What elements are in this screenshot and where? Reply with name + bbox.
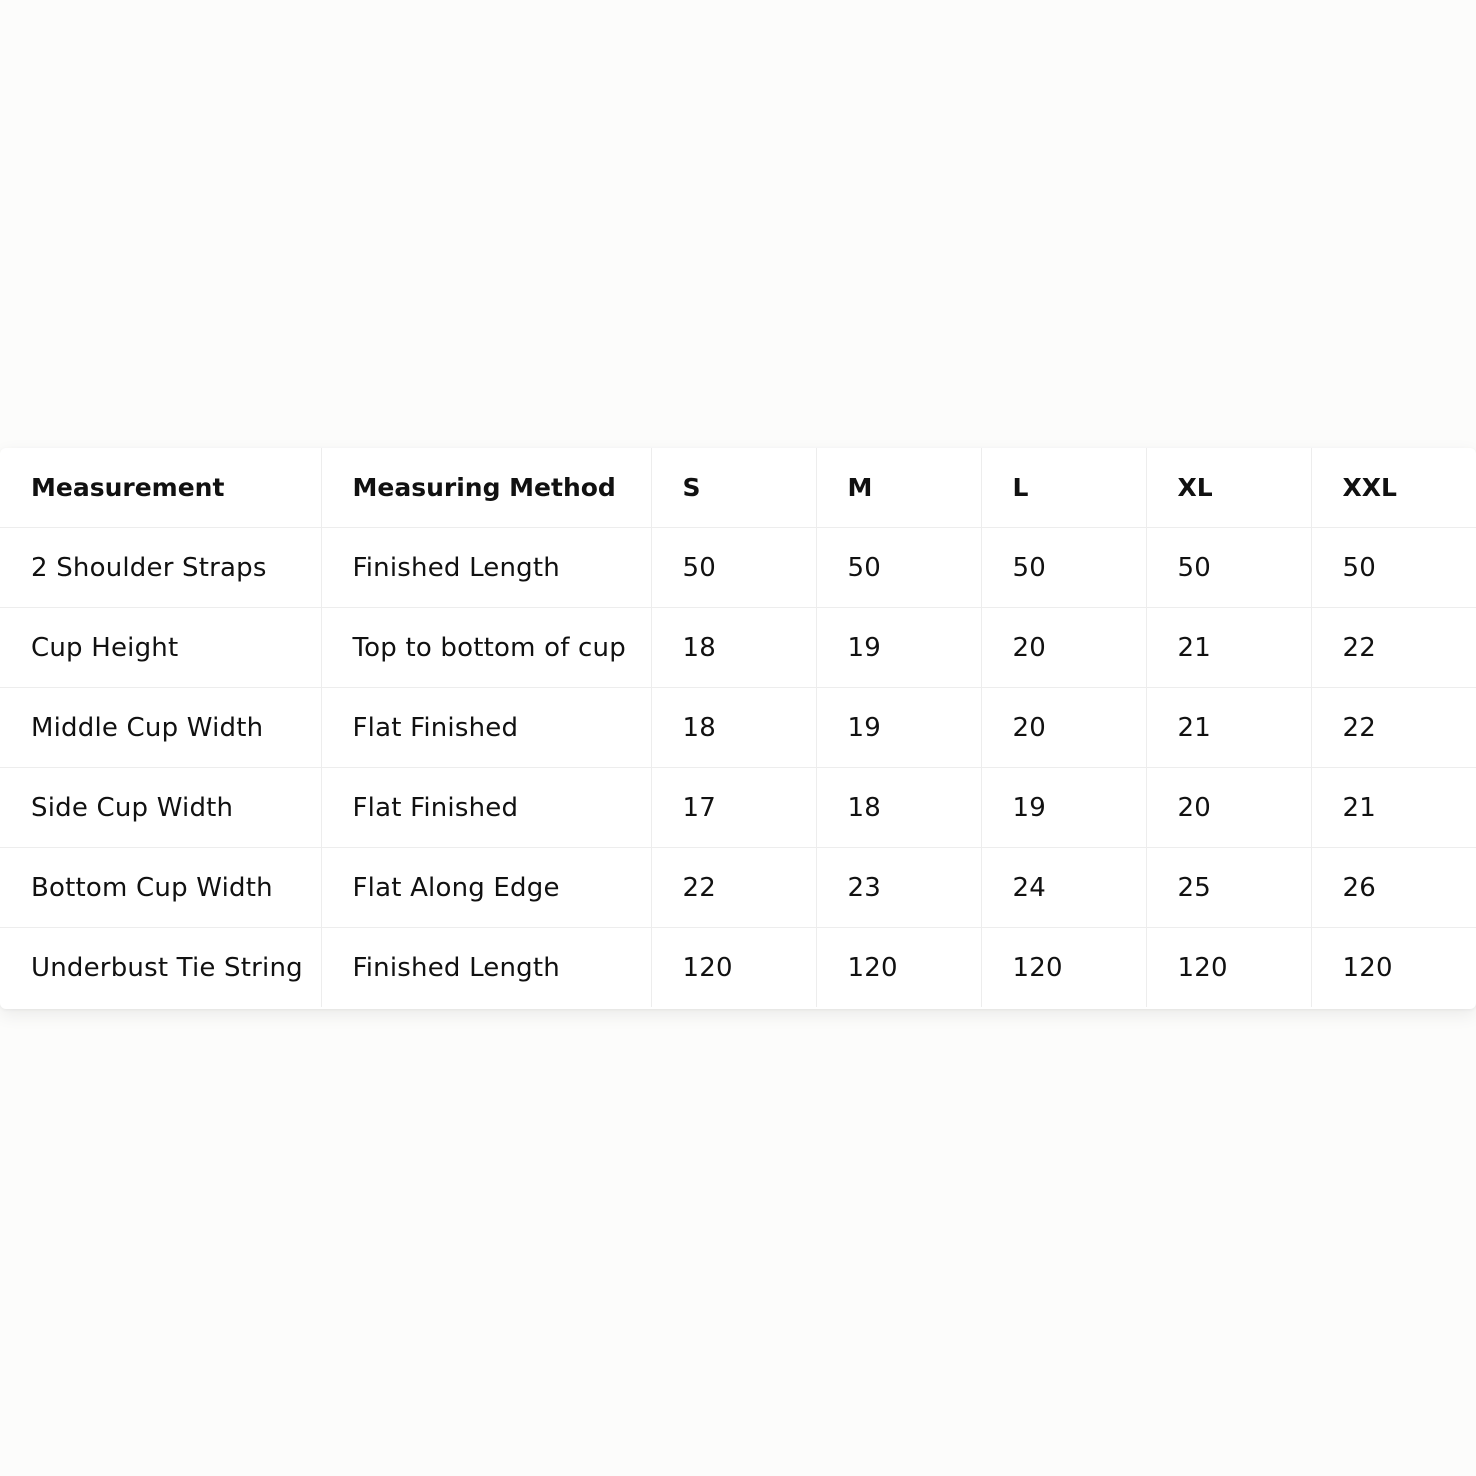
column-header-size-s: S <box>651 448 816 528</box>
method-cell: Flat Finished <box>321 688 651 768</box>
measurement-cell: Middle Cup Width <box>0 688 321 768</box>
size-m-cell: 19 <box>816 688 981 768</box>
size-xxl-cell: 22 <box>1311 688 1476 768</box>
method-cell: Flat Along Edge <box>321 848 651 928</box>
size-xxl-cell: 21 <box>1311 768 1476 848</box>
size-s-cell: 18 <box>651 688 816 768</box>
size-s-cell: 17 <box>651 768 816 848</box>
size-m-cell: 120 <box>816 928 981 1008</box>
measurement-cell: Underbust Tie String <box>0 928 321 1008</box>
measurement-cell: 2 Shoulder Straps <box>0 528 321 608</box>
table-row <box>0 848 1476 928</box>
size-xxl-cell: 120 <box>1342 952 1393 983</box>
size-s-cell: 50 <box>651 528 816 608</box>
size-m-cell: 23 <box>816 848 981 928</box>
table-row <box>0 608 1476 688</box>
method-cell: Finished Length <box>321 528 651 608</box>
size-l-cell: 20 <box>981 608 1146 688</box>
measurement-cell: Bottom Cup Width <box>0 848 321 928</box>
method-cell: Finished Length <box>321 928 651 1008</box>
size-l-cell: 120 <box>981 928 1146 1008</box>
method-cell: Flat Finished <box>321 768 651 848</box>
size-xl-cell: 21 <box>1146 688 1311 768</box>
size-l-cell: 19 <box>981 768 1146 848</box>
size-s-cell: 120 <box>651 928 816 1008</box>
size-s-cell: 18 <box>651 608 816 688</box>
table-row <box>0 688 1476 768</box>
size-xxl-cell: 50 <box>1311 528 1476 608</box>
column-header-size-m: M <box>816 448 981 528</box>
size-s-cell: 22 <box>651 848 816 928</box>
table-row <box>0 928 1476 1008</box>
size-xl-cell: 25 <box>1146 848 1311 928</box>
column-header-size-xxl: XXL <box>1311 448 1476 528</box>
column-header-measurement: Measurement <box>0 448 321 528</box>
column-header-method: Measuring Method <box>321 448 651 528</box>
column-header-size-xl: XL <box>1146 448 1311 528</box>
size-m-cell: 19 <box>816 608 981 688</box>
size-xl-cell: 120 <box>1146 928 1311 1008</box>
column-header-size-l: L <box>981 448 1146 528</box>
method-cell: Top to bottom of cup <box>321 608 651 688</box>
measurement-cell: Cup Height <box>0 608 321 688</box>
measurement-cell: Side Cup Width <box>0 768 321 848</box>
size-xl-cell: 21 <box>1146 608 1311 688</box>
table-row <box>0 768 1476 848</box>
table-row <box>0 528 1476 608</box>
size-chart-card <box>0 448 1476 1009</box>
size-l-cell: 24 <box>981 848 1146 928</box>
size-chart-table <box>0 448 1476 1007</box>
size-xl-cell: 50 <box>1146 528 1311 608</box>
size-m-cell: 50 <box>816 528 981 608</box>
table-header-row <box>0 448 1476 528</box>
size-l-cell: 50 <box>981 528 1146 608</box>
size-l-cell: 20 <box>981 688 1146 768</box>
size-xxl-cell: 22 <box>1311 608 1476 688</box>
size-m-cell: 18 <box>816 768 981 848</box>
size-xl-cell: 20 <box>1146 768 1311 848</box>
size-xxl-cell: 26 <box>1311 848 1476 928</box>
